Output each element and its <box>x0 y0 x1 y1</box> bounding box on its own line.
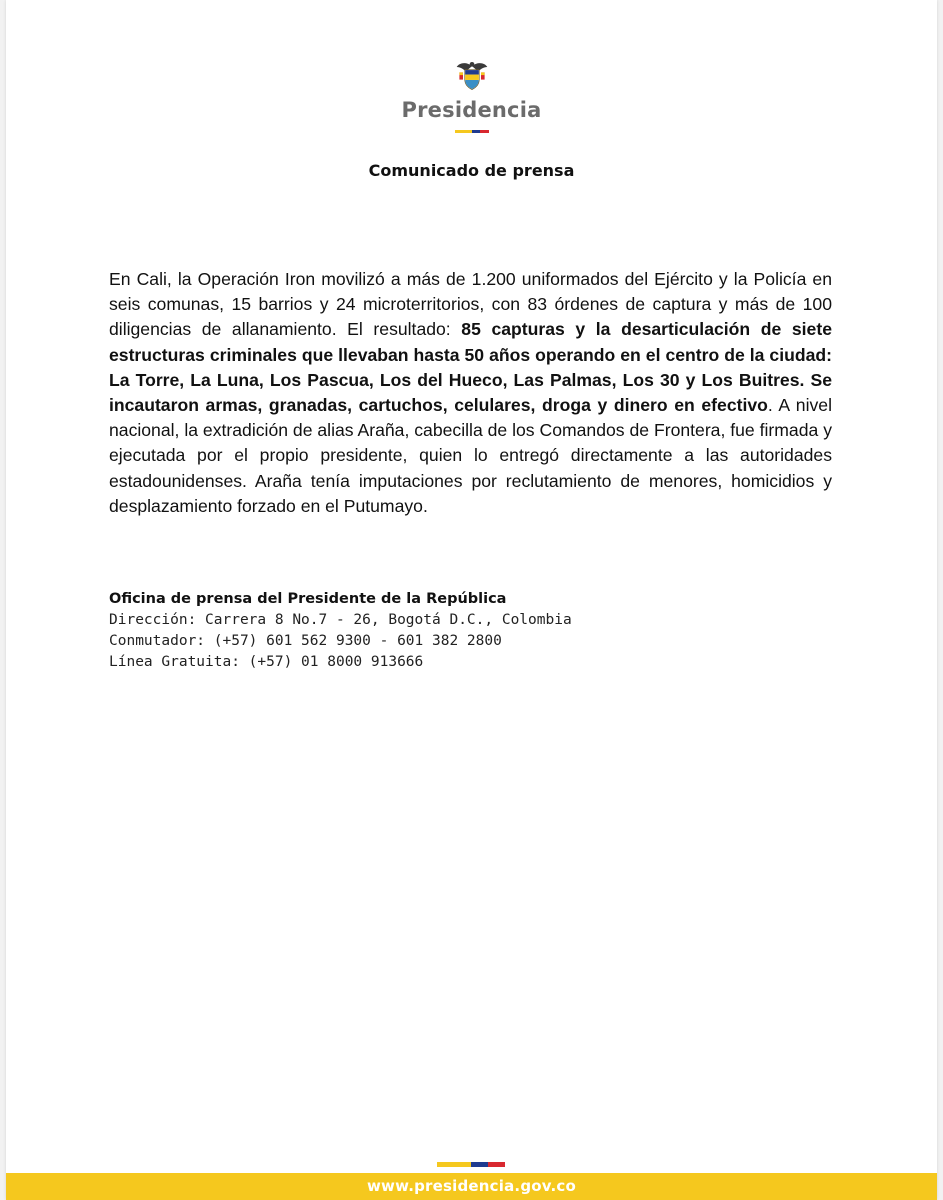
body-segment-bold: 85 capturas y la desarticulación de siete estructuras criminales que llevaban hasta 50 años operando en el centro de la ciudad: La Torre, La Luna, Los Pascua, Los del Hueco, Las Palmas, Los 30 y Los Buitres. Se incautaron armas, granadas, cartuchos, celulares, droga y dinero en efectivo <box>109 319 832 416</box>
stripe-yellow <box>455 130 472 133</box>
document-page <box>6 0 937 1200</box>
stripe-red <box>488 1162 505 1167</box>
stripe-red <box>480 130 489 133</box>
toll-free-line: Línea Gratuita: (+57) 01 8000 913666 <box>109 654 424 670</box>
logo-text: Presidencia <box>401 98 542 122</box>
stripe-yellow <box>437 1162 471 1167</box>
office-name: Oficina de prensa del Presidente de la República <box>109 591 507 607</box>
body-segment: . A nivel nacional, la extradición de alias Araña, cabecilla de los Comandos de Frontera, fue firmada y ejecutada por el propio presidente, quien lo entregó directamente a las autoridades estadounidenses. Araña tenía imputaciones por reclutamiento de menores, homicidios y desplazamiento forzado en el Putumayo. <box>109 395 832 516</box>
presidencia-logo <box>6 58 937 133</box>
document-title: Comunicado de prensa <box>368 161 575 180</box>
footer-flag-stripe <box>437 1162 505 1167</box>
logo-flag-stripe <box>455 130 489 133</box>
press-release-body <box>109 267 832 519</box>
stripe-blue <box>471 1162 488 1167</box>
body-segment: En Cali, la Operación Iron movilizó a más de 1.200 uniformados del Ejército y la Policía en seis comunas, 15 barrios y 24 microterritorios, con 83 órdenes de captura y más de 100 diligencias de allanamiento. El resultado: <box>109 269 832 340</box>
address-line: Dirección: Carrera 8 No.7 - 26, Bogotá D.C., Colombia <box>109 612 572 628</box>
stripe-blue <box>472 130 481 133</box>
coat-of-arms-icon <box>454 58 490 94</box>
footer-url: www.presidencia.gov.co <box>366 1177 577 1195</box>
switchboard-line: Conmutador: (+57) 601 562 9300 - 601 382 2800 <box>109 633 502 649</box>
contact-block <box>109 589 849 673</box>
